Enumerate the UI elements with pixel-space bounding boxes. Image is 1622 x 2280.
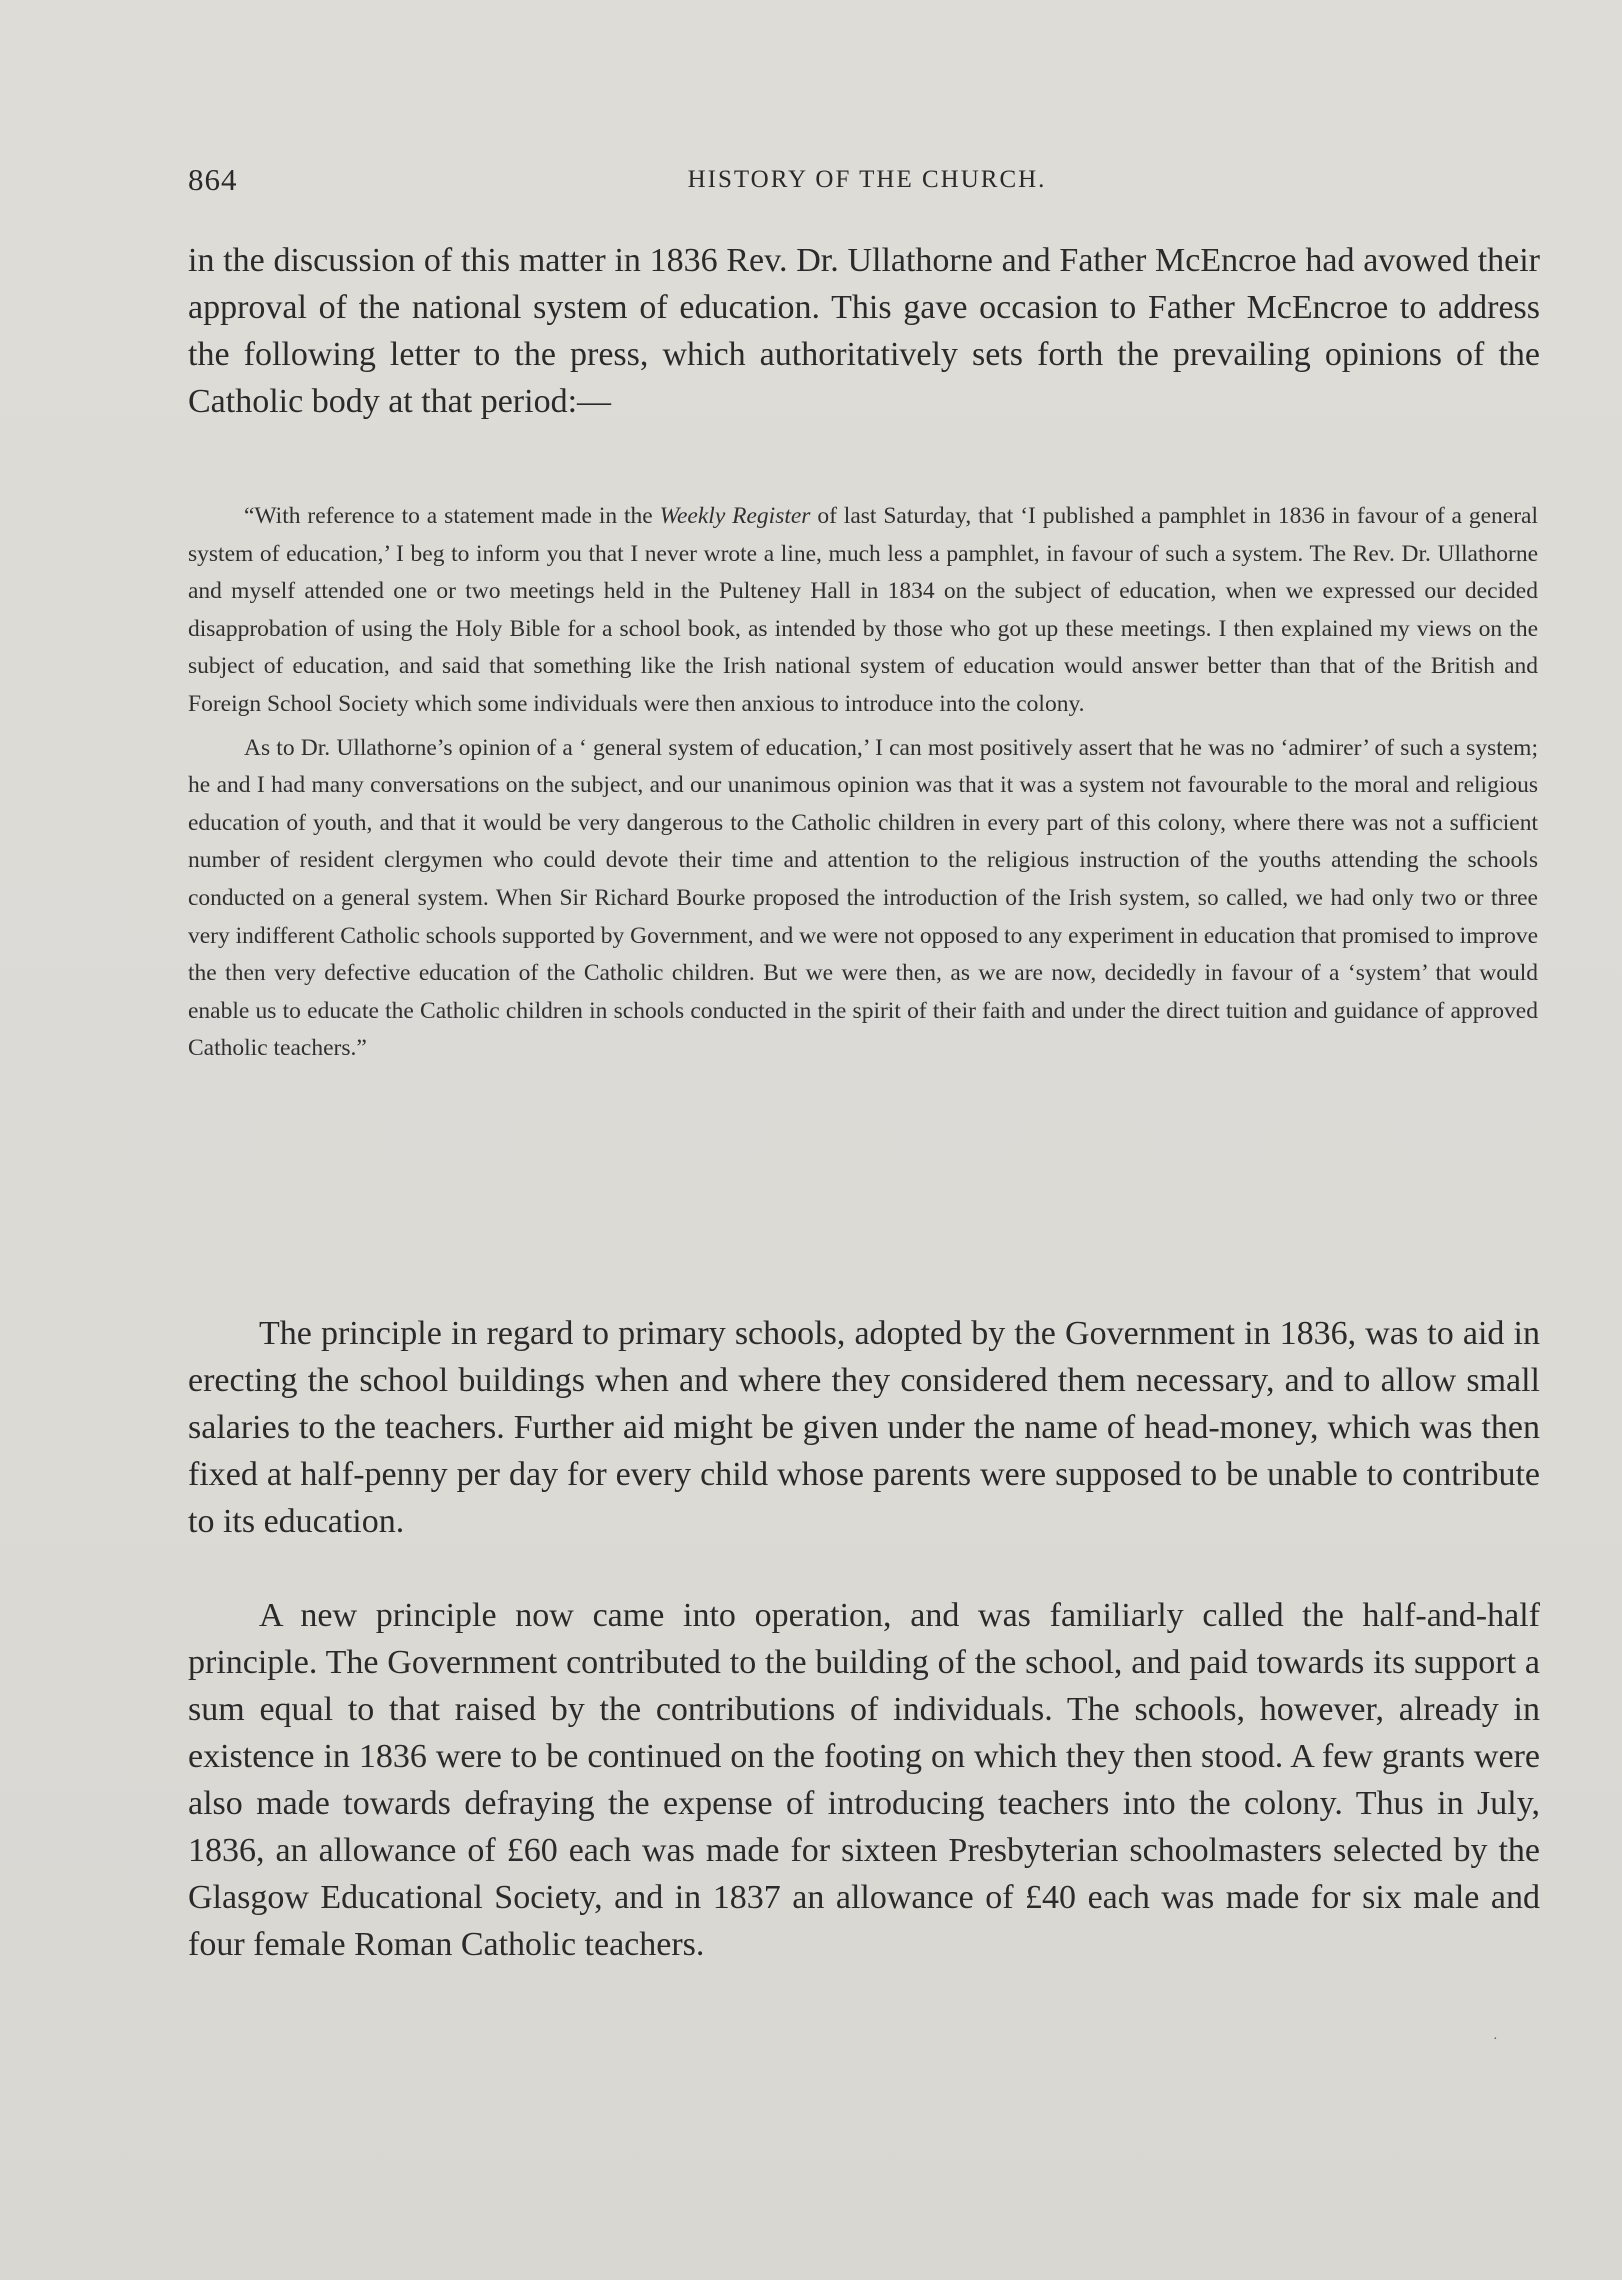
quote-paragraph-2: As to Dr. Ullathorne’s opinion of a ‘ general system of education,’ I can most positively assert that he was no ‘admirer’ of such a system; he and I had many conversations on the subject, and our unanimous opinion was that it was a system not favourable to the moral and religious education of youth, and that it would be very dangerous to the Catholic children in every part of this colony, where there was not a sufficient number of resident clergymen who could devote their time and attention to the religious instruction of the youths attending the schools conducted on a general system. When Sir Richard Bourke proposed the introduction of the Irish system, so called, we had only two or three very indifferent Catholic schools supported by Government, and we were not opposed to any experiment in education that promised to improve the then very defective education of the Catholic children. But we were then, as we are now, decidedly in favour of a ‘system’ that would enable us to educate the Catholic children in schools conducted in the spirit of their faith and under the direct tuition and guidance of approved Catholic teachers.” — [188, 734, 1538, 1062]
intro-paragraph — [188, 237, 1540, 425]
principle-paragraph — [188, 1310, 1540, 1545]
half-and-half-paragraph — [188, 1592, 1540, 1968]
page-mark: · — [1493, 2032, 1498, 2047]
quote-1-after: of last Saturday, that ‘I published a pamphlet in 1836 in favour of a general system of education,’ I beg to inform you that I never wrote a line, much less a pamphlet, in favour of such a system. The Rev. Dr. Ullathorne and myself attended one or two meetings held in the Pulteney Hall in 1834 on the subject of education, when we expressed our decided disapprobation of using the Holy Bible for a school book, as intended by those who got up these meetings. I then explained my views on the subject of education, and said that something like the Irish national system of education would answer better than that of the British and Foreign School Society which some individuals were then anxious to introduce into the colony. — [188, 503, 1539, 717]
principle-text: The principle in regard to primary schools, adopted by the Government in 1836, was to aid in erecting the school buildings when and where they considered them necessary, and to allow small salaries to the teachers. Further aid might be given under the name of head-money, which was then fixed at half-penny per day for every child whose parents were supposed to be unable to contribute to its education. — [188, 1315, 1540, 1540]
newspaper-title: Weekly Register — [659, 503, 811, 529]
intro-text: in the discussion of this matter in 1836 Rev. Dr. Ullathorne and Father McEncroe had avowed their approval of the national system of education. This gave occasion to Father McEncroe to address the following letter to the press, which authoritatively sets forth the prevailing opinions of the Catholic body at that period:— — [188, 242, 1540, 420]
running-title: HISTORY OF THE CHURCH. — [687, 166, 1047, 193]
page-number: 864 — [188, 162, 238, 197]
quote-paragraph-1 — [188, 498, 1538, 724]
half-and-half-text: A new principle now came into operation, and was familiarly called the half-and-half principle. The Government contributed to the building of the school, and paid towards its support a sum equal to that raised by the contributions of individuals. The schools, however, already in existence in 1836 were to be continued on the footing on which they then stood. A few grants were also made towards defraying the expense of introducing teachers into the colony. Thus in July, 1836, an allowance of £60 each was made for sixteen Presbyterian schoolmasters selected by the Glasgow Educational Society, and in 1837 an allowance of £40 each was made for six male and four female Roman Catholic teachers. — [188, 1597, 1540, 1963]
running-header — [188, 162, 1546, 202]
quote-1-before: “With reference to a statement made in the — [244, 503, 660, 529]
quoted-letter — [188, 498, 1538, 1068]
